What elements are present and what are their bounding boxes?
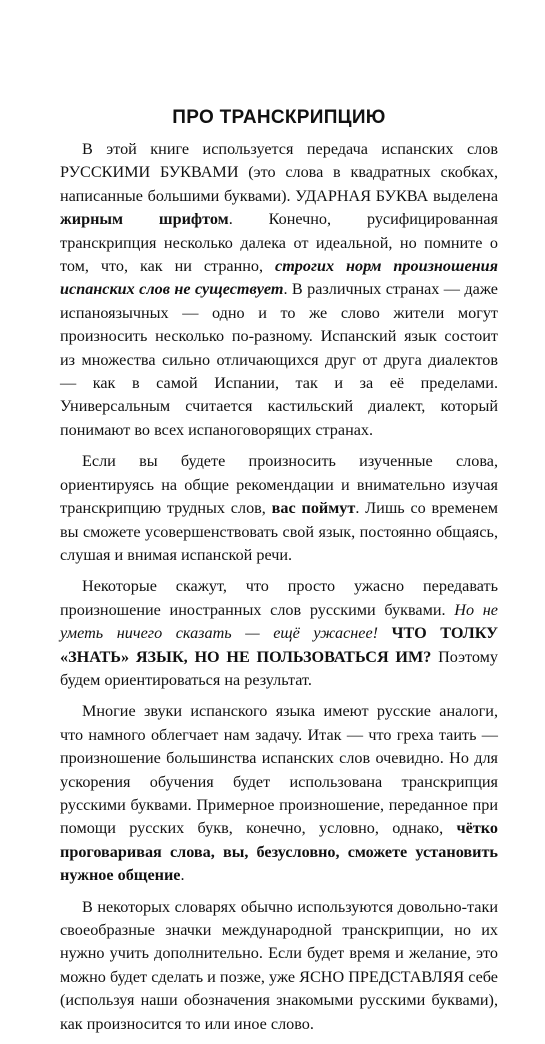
paragraph-1	[60, 138, 498, 442]
paragraph-1-text-b: . Конечно, русифицированная транскрипция несколько далека от идеальной, но помните о том, что, как ни странно,	[60, 210, 499, 276]
paragraph-5-text: В некоторых словарях обычно используются довольно-таки своеобразные значки международной транскрипции, но их нужно учить дополнительно. Если будет время и желание, это можно будет сделать и позже, уже ЯСНО ПРЕДСТАВЛЯЯ себе (используя наши обозначения знакомыми русскими буквами), как произносится то или иное слово.	[60, 897, 498, 1033]
paragraph-1-text-c: . В различных странах — даже испаноязычных — одно и то же слово жители могут произносить несколько по-разному. Испанский язык состоит из множества сильно отличающихся друг от друга диалектов — как в самой Испании, так и за её пределами. Универсальным считается кастильский диалект, который понимают во всех испаноговорящих странах.	[60, 280, 498, 439]
paragraph-1-text-a: В этой книге используется передача испанских слов РУССКИМИ БУКВАМИ (это слова в квадратных скобках, написанные большими буквами). УДАРНАЯ БУКВА выделена	[60, 140, 498, 205]
paragraph-2-text-a: Если вы будете произносить изученные слова, ориентируясь на общие рекомендации и внимательно изучая транскрипцию трудных слов,	[60, 452, 498, 518]
paragraph-4-text-b: .	[180, 866, 185, 885]
paragraph-1-bold: жирным шрифтом	[60, 210, 229, 229]
paragraph-3-space	[378, 624, 392, 642]
paragraph-2	[60, 450, 498, 567]
page-content	[60, 105, 498, 1044]
paragraph-3-text-b: Поэтому будем ориентироваться на результат.	[60, 647, 498, 689]
paragraph-1-bold-italic: строгих норм произношения испанских слов не существует	[60, 257, 498, 299]
page-title: ПРО ТРАНСКРИПЦИЮ	[172, 107, 386, 128]
paragraph-4-text-a: Многие звуки испанского языка имеют русские аналоги, что намного облегчает нам задачу. Итак — что греха таить — произношение большинства испанских слов очевидно. Но для ускорения обучения будет использована транскрипция русскими буквами. Примерное произношение, переданное при помощи русских букв, конечно, условно, однако,	[60, 702, 498, 838]
paragraph-2-bold: вас поймут	[271, 499, 356, 518]
paragraph-4-bold: чётко проговаривая слова, вы, безусловно, сможете установить нужное общение	[60, 819, 498, 885]
paragraph-2-text-b: . Лишь со временем вы сможете усовершенствовать свой язык, постоянно общаясь, слушая и внимая испанской речи.	[60, 499, 499, 564]
paragraph-3-bold: ЧТО ТОЛКУ «ЗНАТЬ» ЯЗЫК, НО НЕ ПОЛЬЗОВАТЬСЯ ИМ?	[60, 624, 498, 666]
paragraph-3-text-a: Некоторые скажут, что просто ужасно передавать произношение иностранных слов русскими буквами.	[60, 577, 498, 619]
paragraph-5	[60, 896, 498, 1036]
paragraph-4	[60, 700, 498, 887]
paragraph-3-italic: Но не уметь ничего сказать — ещё ужаснее!	[60, 600, 498, 643]
paragraph-3	[60, 575, 498, 692]
